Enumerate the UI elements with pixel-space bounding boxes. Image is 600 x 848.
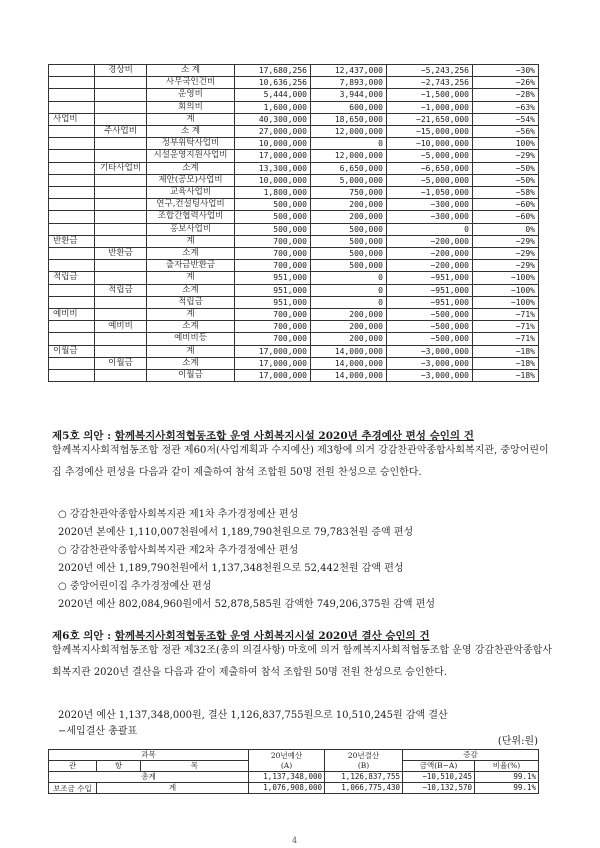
table-row [49,296,539,308]
table-cell: 예비비 [49,309,95,321]
table-cell: 12,437,000 [311,65,387,77]
table-row [49,321,539,333]
table-cell: 951,000 [235,272,311,284]
table-cell: −6,650,000 [387,162,473,174]
table-row [49,309,539,321]
table-cell: 소 계 [147,65,235,77]
table-cell: 10,000,000 [235,138,311,150]
table-row [49,333,539,345]
table-cell [49,223,95,235]
table-cell: 13,300,000 [235,162,311,174]
table-cell: 연구,컨설팅사업비 [147,199,235,211]
table-cell: 200,000 [311,321,387,333]
agenda5-item: 2020년 예산 802,084,960원에서 52,878,585원 감액한 749,206,375원 감액 편성 [58,599,436,610]
table-cell: 홍보사업비 [147,223,235,235]
table-cell: 0 [311,284,387,296]
budget-table [48,64,539,382]
table-row [49,284,539,296]
table-row [49,101,539,113]
agenda5-item: 2020년 예산 1,189,790천원에서 1,137,348천원으로 52,442천원 감액 편성 [58,563,404,574]
table-cell: 0% [473,223,539,235]
table-row [49,223,539,235]
settlement-table [48,749,539,794]
table-cell: −3,000,000 [387,357,473,369]
table-cell: −3,000,000 [387,345,473,357]
table-cell: −3,000,000 [387,370,473,382]
table-cell: 0 [387,223,473,235]
table-cell: 0 [311,296,387,308]
table-cell: −100% [473,272,539,284]
table-cell: 17,000,000 [235,357,311,369]
table-row [49,187,539,199]
table-cell: 교육사업비 [147,187,235,199]
table-cell: −29% [473,150,539,162]
table-cell: 200,000 [311,199,387,211]
table-cell: 소계 [147,321,235,333]
header-ratio: 비율(%) [475,761,539,772]
table-row [49,199,539,211]
table-cell [49,77,95,89]
table-cell [49,174,95,186]
agenda5-heading: 제5호 의안 : 함께복지사회적협동조합 운영 사회복지시설 2020년 추경예산 편성 승인의 건 [52,430,474,442]
table-cell: 계 [147,345,235,357]
table-row [49,174,539,186]
table-cell: −71% [473,333,539,345]
table-cell: −21,650,000 [387,113,473,125]
header-amount: 금액(B−A) [403,761,475,772]
table-cell: −200,000 [387,235,473,247]
table-cell: 12,000,000 [311,126,387,138]
table-cell: 750,000 [311,187,387,199]
table-cell: −951,000 [387,272,473,284]
table-cell [95,260,147,272]
table-cell [95,345,147,357]
table-cell: 시설운영지원사업비 [147,150,235,162]
table-cell: 14,000,000 [311,345,387,357]
table-cell: 운영비 [147,89,235,101]
table-cell [49,89,95,101]
agenda5-title: 함께복지사회적협동조합 운영 사회복지시설 2020년 추경예산 편성 승인의 건 [114,430,474,442]
table-cell: −5,000,000 [387,150,473,162]
table-cell: −200,000 [387,260,473,272]
table-cell: 소 계 [147,126,235,138]
table-cell: 이월금 [49,345,95,357]
table-cell [49,284,95,296]
row-label: 총계 [49,772,249,783]
table-cell: 출자금반환금 [147,260,235,272]
row-gwan: 보조금 수입 [49,783,97,794]
table-cell: 반환금 [49,235,95,247]
table-row [49,260,539,272]
table-cell: −29% [473,260,539,272]
table-cell: 적립금 [49,272,95,284]
table-cell [49,162,95,174]
table-cell: −10,000,000 [387,138,473,150]
table-cell: −29% [473,235,539,247]
table-cell: 700,000 [235,235,311,247]
table-cell: 소계 [147,248,235,260]
table-cell: 17,680,256 [235,65,311,77]
table-cell: 700,000 [235,260,311,272]
table-cell: −200,000 [387,248,473,260]
table-cell: −30% [473,65,539,77]
table-row [49,357,539,369]
table-cell: 700,000 [235,309,311,321]
table-cell [95,370,147,382]
agenda6-line: −세입결산 총괄표 [58,726,138,737]
table-row [49,235,539,247]
table-cell: −300,000 [387,211,473,223]
table-cell [49,101,95,113]
table-cell: 700,000 [235,333,311,345]
table-cell: −951,000 [387,296,473,308]
table-cell: −500,000 [387,333,473,345]
table-cell: 계 [147,235,235,247]
table-row: 보조금 수입 계 1,076,908,000 1,066,775,430 −10,132,570 99.1% [49,783,539,794]
table-cell: 200,000 [311,333,387,345]
table-cell: 계 [147,113,235,125]
table-row [49,345,539,357]
table-cell [95,211,147,223]
table-cell [95,174,147,186]
table-cell: 17,000,000 [235,150,311,162]
table-cell: −500,000 [387,321,473,333]
table-cell: 500,000 [311,223,387,235]
table-row [49,370,539,382]
table-cell [49,370,95,382]
table-cell: 사업비 [49,113,95,125]
table-row [49,138,539,150]
table-cell: 12,000,000 [311,150,387,162]
table-cell: 200,000 [311,211,387,223]
table-cell: 3,944,000 [311,89,387,101]
table-cell: −56% [473,126,539,138]
table-cell: −5,243,256 [387,65,473,77]
table-cell: 600,000 [311,101,387,113]
table-cell: −29% [473,248,539,260]
table-cell [49,321,95,333]
table-cell: −18% [473,357,539,369]
table-cell [95,235,147,247]
table-cell: 17,000,000 [235,370,311,382]
table-cell: −500,000 [387,309,473,321]
table-cell: −5,000,000 [387,174,473,186]
table-cell: −951,000 [387,284,473,296]
header-subject: 과목 [49,750,249,761]
agenda6-title: 함께복지사회적협동조합 운영 사회복지시설 2020년 결산 승인의 건 [114,630,430,642]
table-cell: 500,000 [235,211,311,223]
table-cell: −60% [473,211,539,223]
table-cell: 조합간협력사업비 [147,211,235,223]
table-cell: 700,000 [235,321,311,333]
table-cell: −1,500,000 [387,89,473,101]
table-cell: 1,600,000 [235,101,311,113]
unit-label: (단위:원) [497,736,538,747]
table-row [49,248,539,260]
agenda6-line: 2020년 예산 1,137,348,000원, 결산 1,126,837,755원으로 10,510,245원 감액 결산 [58,710,448,721]
table-cell: 200,000 [311,309,387,321]
table-cell: 계 [147,272,235,284]
table-cell: 10,636,256 [235,77,311,89]
table-cell: −2,743,256 [387,77,473,89]
table-cell: −28% [473,89,539,101]
table-cell: 500,000 [235,199,311,211]
table-cell: −100% [473,284,539,296]
table-row [49,89,539,101]
table-cell [95,77,147,89]
header-gwan: 관 [49,761,97,772]
table-cell [95,113,147,125]
table-cell: −50% [473,174,539,186]
header-budget: 20년예산 (A) [249,750,325,772]
agenda5-item: ○ 중앙어린이집 추가경정예산 편성 [58,581,212,592]
table-cell [49,65,95,77]
table-cell [49,199,95,211]
row-label: 계 [97,783,249,794]
table-cell: 이월금 [95,357,147,369]
table-cell: −300,000 [387,199,473,211]
table-cell: −58% [473,187,539,199]
table-cell: 100% [473,138,539,150]
table-cell [95,272,147,284]
table-cell: 5,444,000 [235,89,311,101]
table-cell: 10,000,000 [235,174,311,186]
table-cell: −54% [473,113,539,125]
table-cell: 소계 [147,162,235,174]
table-cell: 6,650,000 [311,162,387,174]
table-cell: −1,050,000 [387,187,473,199]
table-row: 총계 1,137,348,000 1,126,837,755 −10,510,245 99.1% [49,772,539,783]
table-cell: 18,650,000 [311,113,387,125]
table-row [49,272,539,284]
table-cell: 40,300,000 [235,113,311,125]
table-cell [95,333,147,345]
agenda5-item: 2020년 본예산 1,110,007천원에서 1,189,790천원으로 79,783천원 증액 편성 [58,527,414,538]
table-cell: 14,000,000 [311,357,387,369]
header-mok: 목 [141,761,249,772]
table-cell: −18% [473,370,539,382]
table-cell: 소계 [147,284,235,296]
table-cell: −50% [473,162,539,174]
table-cell: −26% [473,77,539,89]
table-cell [95,89,147,101]
table-cell: 500,000 [235,223,311,235]
table-row [49,211,539,223]
table-cell: 700,000 [235,248,311,260]
table-cell: −63% [473,101,539,113]
table-cell [95,296,147,308]
table-cell: 0 [311,272,387,284]
table-cell: 회의비 [147,101,235,113]
table-cell: 27,000,000 [235,126,311,138]
header-result: 20년결산 (B) [325,750,403,772]
table-cell [95,199,147,211]
table-cell: 951,000 [235,284,311,296]
table-cell [49,248,95,260]
table-cell [95,150,147,162]
agenda5-item: ○ 강감찬관악종합사회복지관 제2차 추가경정예산 편성 [58,545,299,556]
table-row [49,113,539,125]
table-cell: 예비비 [95,321,147,333]
table-cell: 951,000 [235,296,311,308]
table-cell: 500,000 [311,248,387,260]
table-cell: −71% [473,309,539,321]
table-cell: 계 [147,309,235,321]
table-cell: −100% [473,296,539,308]
header-diff: 증감 [403,750,539,761]
table-cell: 기타사업비 [95,162,147,174]
table-cell [49,211,95,223]
table-cell [95,223,147,235]
table-cell: 경상비 [95,65,147,77]
table-row [49,65,539,77]
table-cell [49,296,95,308]
agenda6-body: 함께복지사회적협동조합 정관 제32조(총의 의결사항) 마호에 의거 함께복지사회적협동조합 운영 강감찬관악종합사회복지관 2020년 결산을 다음과 같이 제출하여 참석 조합원 50명 전원 찬성으로 승인한다. [52,645,552,678]
table-cell: −60% [473,199,539,211]
table-cell: 5,000,000 [311,174,387,186]
table-cell: −15,000,000 [387,126,473,138]
table-cell [49,187,95,199]
table-cell: 소계 [147,357,235,369]
table-cell: 제안(공모)사업비 [147,174,235,186]
table-cell: 적립금 [147,296,235,308]
table-cell [49,357,95,369]
table-cell [95,187,147,199]
table-cell [49,126,95,138]
table-cell: 7,893,000 [311,77,387,89]
table-row [49,162,539,174]
table-cell: −1,000,000 [387,101,473,113]
table-cell: 사무국인건비 [147,77,235,89]
table-cell: 17,000,000 [235,345,311,357]
table-cell: 정부위탁사업비 [147,138,235,150]
page-number: 4 [292,836,298,845]
table-cell [49,138,95,150]
table-row [49,126,539,138]
table-cell [95,101,147,113]
table-cell: 반환금 [95,248,147,260]
table-cell [49,150,95,162]
table-cell: −18% [473,345,539,357]
table-cell [49,260,95,272]
table-cell: 적립금 [95,284,147,296]
table-cell: −71% [473,321,539,333]
table-cell: 1,800,000 [235,187,311,199]
table-cell [49,333,95,345]
agenda5-item: ○ 강감찬관악종합사회복지관 제1차 추가경정예산 편성 [58,509,299,520]
table-row [49,150,539,162]
table-cell: 500,000 [311,235,387,247]
table-cell [95,309,147,321]
header-hang: 항 [97,761,141,772]
agenda5-body: 함께복지사회적협동조합 정관 제60저(사업계획과 수지예산) 제3항에 의거 강감찬관악종합사회복지관, 중앙어린이집 추경예산 편성을 다음과 같이 제출하여 참석 조합원 50명 전원 찬성으로 승인한다. [52,445,549,478]
table-cell: 예비비등 [147,333,235,345]
table-cell: 14,000,000 [311,370,387,382]
table-row [49,77,539,89]
table-cell: 이월금 [147,370,235,382]
table-cell: 0 [311,138,387,150]
agenda6-heading: 제6호 의안 : 함께복지사회적협동조합 운영 사회복지시설 2020년 결산 승인의 건 [52,630,430,642]
table-cell [95,138,147,150]
table-cell: 주사업비 [95,126,147,138]
table-cell: 500,000 [311,260,387,272]
